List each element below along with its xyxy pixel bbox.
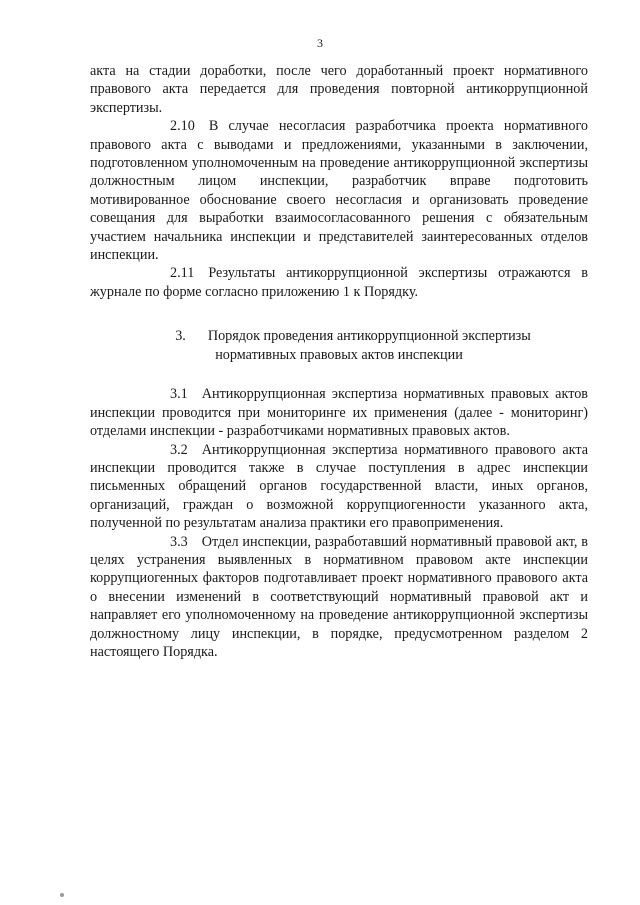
clause-3-2	[90, 441, 588, 533]
page-number: 3	[317, 36, 323, 50]
section-heading-line-1	[90, 327, 588, 346]
clause-text: Результаты антикоррупционной экспертизы отражаются в журнале по форме согласно приложению 1 к Порядку.	[90, 265, 588, 300]
clause-text: Отдел инспекции, разработавший нормативный правовой акт, в целях устранения выявленных в нормативном правовом акте инспекции коррупциогенных факторов подготавливает проект нормативного правового акта о внесении изменений в соответствующий нормативный правовой акт и направляет его уполномоченному на проведение антикоррупционной экспертизы должностному лицу инспекции, в порядке, предусмотренном разделом 2 настоящего Порядка.	[90, 533, 588, 660]
section-number: 3.	[175, 328, 186, 345]
clause-number: 3.1	[170, 386, 188, 403]
section-title-1: Порядок проведения антикоррупционной экспертизы	[207, 328, 531, 345]
document-body	[90, 62, 588, 661]
paragraph-continuation: акта на стадии доработки, после чего доработанный проект нормативного правового акта передается для проведения повторной антикоррупционной экспертизы.	[90, 63, 588, 116]
clause-text: Антикоррупционная экспертиза нормативных правовых актов инспекции проводится при мониторинге их применения (далее - мониторинг) отделами инспекции - разработчиками нормативных правовых актов.	[90, 386, 588, 440]
scan-speck	[60, 893, 64, 897]
section-heading-line-2: нормативных правовых актов инспекции	[215, 347, 463, 364]
clause-text: Антикоррупционная экспертиза нормативного правового акта инспекции проводится также в случае поступления в адрес инспекции письменных обращений органов государственной власти, иных органов, организаций, граждан о возможной коррупциогенности указанного акта, полученной по результатам анализа практики его правоприменения.	[90, 441, 588, 532]
section-heading	[90, 327, 588, 365]
clause-3-3	[90, 533, 588, 662]
clause-2-10	[90, 117, 588, 264]
clause-number: 3.2	[170, 441, 188, 458]
clause-2-11	[90, 264, 588, 301]
clause-3-1	[90, 385, 588, 440]
clause-number: 2.11	[170, 265, 195, 282]
clause-number: 2.10	[170, 118, 195, 135]
clause-number: 3.3	[170, 533, 188, 550]
clause-text: В случае несогласия разработчика проекта нормативного правового акта с выводами и предложениями, указанными в заключении, подготовленном уполномоченным на проведение антикоррупционной экспертизы должностным лицом инспекции, разработчик вправе подготовить мотивированное обоснование своего несогласия и организовать проведение совещания для выработки взаимосогласованного решения с обязательным участием начальника инспекции и представителей заинтересованных отделов инспекции.	[90, 118, 588, 264]
